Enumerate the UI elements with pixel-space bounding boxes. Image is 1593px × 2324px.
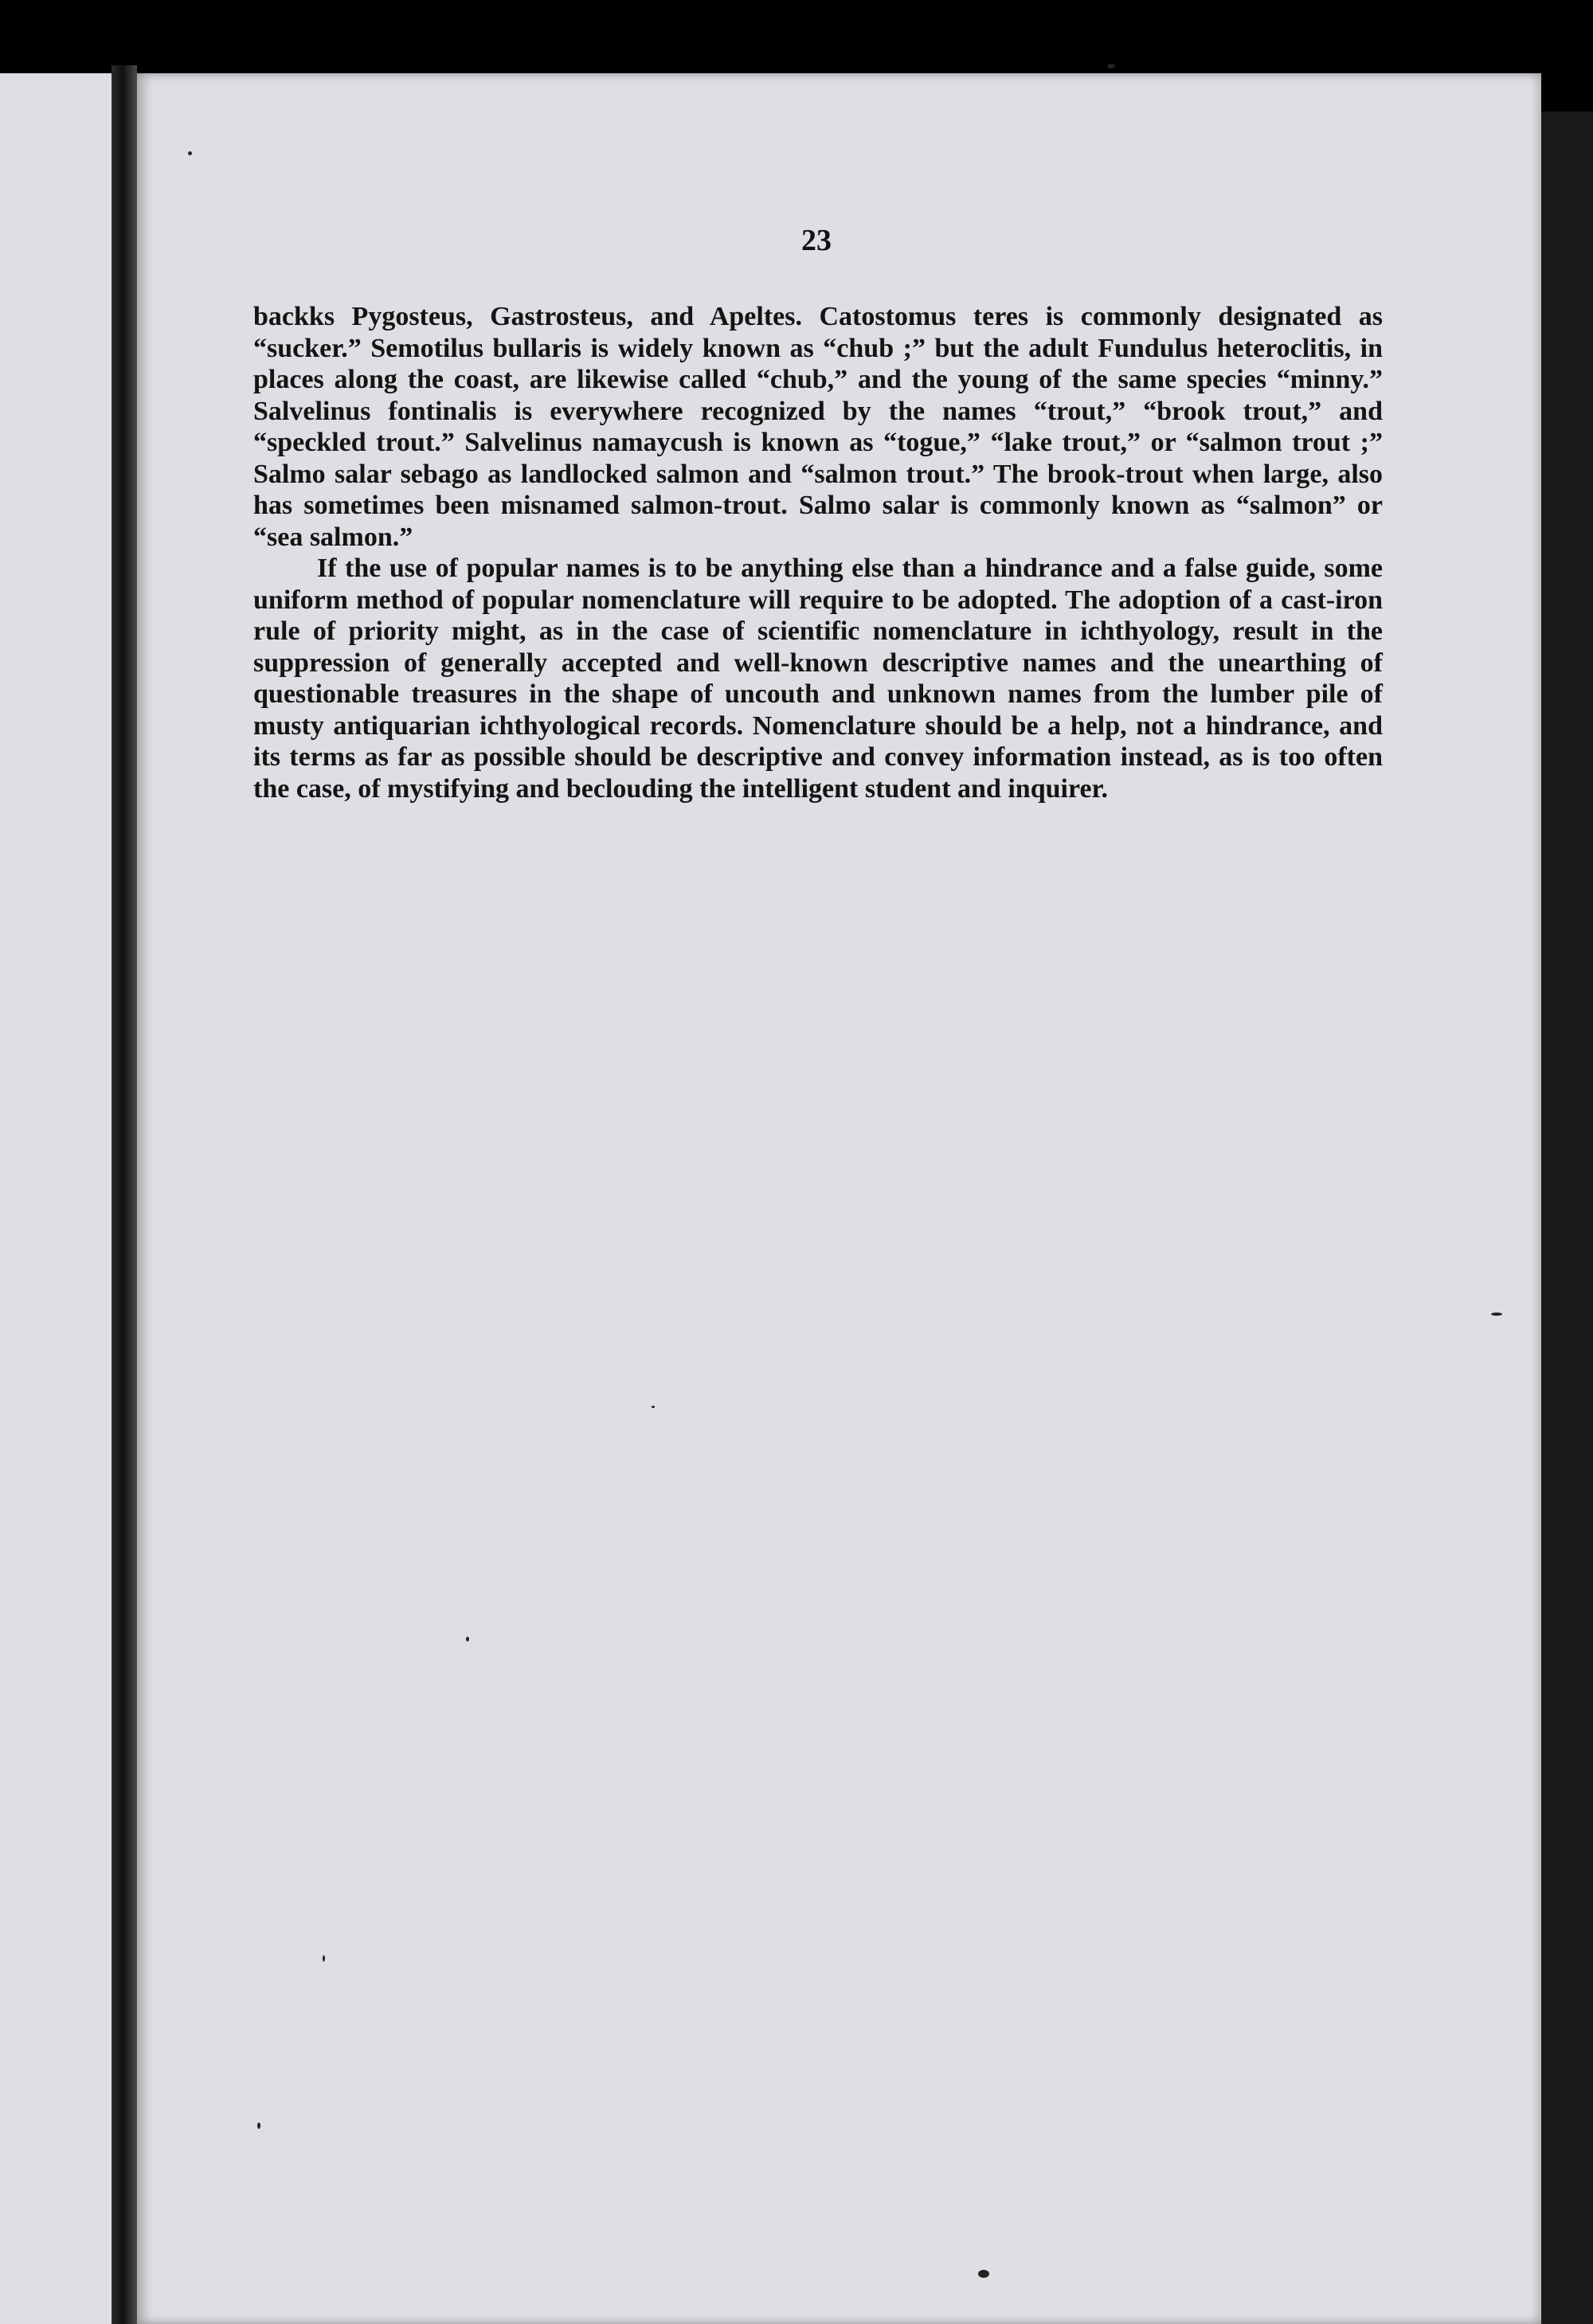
page-number: 23 bbox=[801, 224, 832, 257]
book-gutter bbox=[112, 65, 137, 2324]
left-page-edge bbox=[0, 73, 112, 2324]
paragraph-2: If the use of popular names is to be anything else than a hindrance and a false guide, some uniform method of popular nomenclature will require to be adopted. The adoption of a cast-iron rule of priority might, as in the case of scientific nomenclature in ichthyology, result in the suppression of generally accepted and well-known descriptive names and the unearthing of questionable treasures in the shape of uncouth and unknown names from the lumber pile of musty antiquarian ichthyological records. Nomenclature should be a help, not a hindrance, and its terms as far as possible should be descriptive and convey information instead, as is too often the case, of mystifying and beclouding the intelligent student and inquirer. bbox=[253, 554, 1383, 804]
body-text bbox=[253, 301, 1383, 804]
paragraph-1: backks Pygosteus, Gastrosteus, and Apeltes. Catostomus teres is commonly designated as “sucker.” Semotilus bullaris is widely known as “chub ;” but the adult Fundulus heteroclitis, in places along the coast, are likewise called “chub,” and the young of the same species “minny.” Salvelinus fontinalis is everywhere recognized by the names “trout,” “brook trout,” and “speckled trout.” Salvelinus namaycush is known as “togue,” “lake trout,” or “salmon trout ;” Salmo salar sebago as landlocked salmon and “salmon trout.” The brook-trout when large, also has sometimes been misnamed salmon-trout. Salmo salar is commonly known as “salmon” or “sea salmon.” bbox=[253, 302, 1383, 552]
page-outer-edge bbox=[1541, 112, 1593, 2324]
